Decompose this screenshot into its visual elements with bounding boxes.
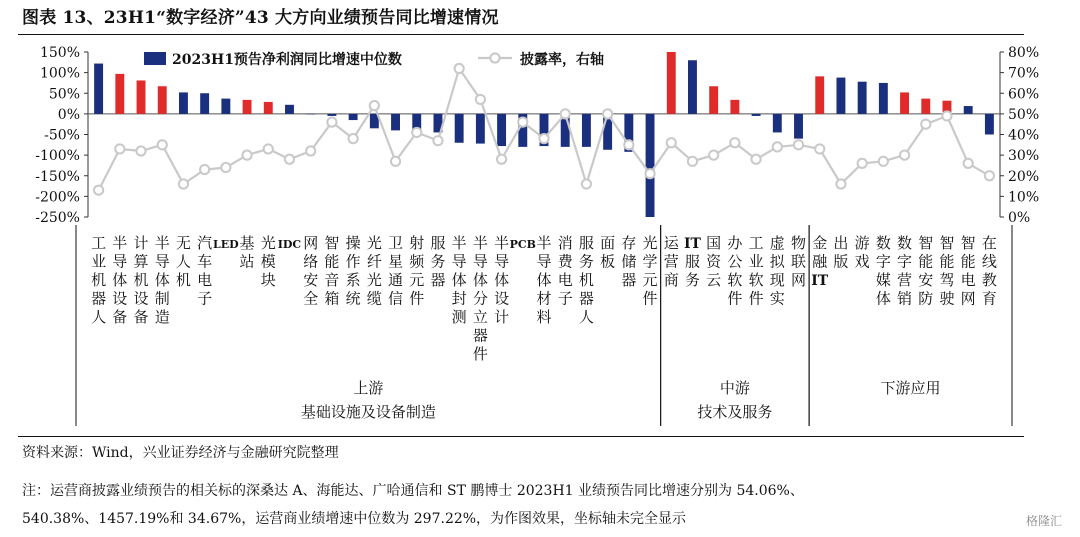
figure-title: 图表 13、23H1“数字经济”43 大方向业绩预告同比增速情况: [22, 8, 499, 28]
left-axis-tick-label: 100%: [39, 65, 80, 82]
category-label-游戏: 游戏: [854, 234, 870, 271]
rate-point-IT服务: [688, 157, 697, 166]
category-label-半导体设备: 半导体设备: [112, 234, 128, 326]
category-label-网络安全: 网络安全: [303, 234, 319, 308]
bar-半导体设备: [115, 74, 124, 114]
rate-point-工业机器人: [94, 186, 103, 195]
bar-操作系统: [349, 114, 358, 120]
group-title: 上游: [353, 379, 384, 397]
rate-point-出版: [836, 179, 845, 188]
category-label-消费电子: 消费电子: [557, 234, 573, 308]
category-label-光学元件: 光学元件: [642, 234, 658, 308]
rate-point-光纤光缆: [370, 101, 379, 110]
bar-智能音箱: [327, 114, 336, 116]
left-axis-tick-label: 150%: [39, 45, 80, 61]
category-label-无人机: 无人机: [175, 234, 191, 289]
rate-point-光模块: [264, 144, 273, 153]
category-label-工业机器人: 工业机器人: [91, 234, 107, 326]
category-label-金融IT: 金融 IT: [811, 234, 829, 289]
bar-基站: [243, 100, 252, 114]
rate-point-物联网: [794, 140, 803, 149]
category-label-国资云: 国资云: [706, 234, 722, 289]
rate-point-光学元件: [645, 169, 654, 178]
group-subtitle: 基础设施及设备制造: [300, 403, 436, 421]
rate-point-半导体材料: [539, 134, 548, 143]
category-labels: [91, 234, 997, 363]
right-axis-tick-label: 70%: [1008, 65, 1040, 82]
category-label-办公软件: 办公软件: [727, 234, 743, 308]
category-label-半导体分立器件: 半导体分立器件: [472, 234, 488, 363]
rate-point-卫星通信: [391, 157, 400, 166]
rate-point-数字营销: [900, 151, 909, 160]
rate-point-服务器: [433, 136, 442, 145]
right-axis-tick-label: 40%: [1008, 127, 1040, 144]
category-label-半导体封测: 半导体封测: [451, 234, 467, 326]
category-label-智能电网: 智能电网: [960, 234, 976, 308]
rate-point-面板: [603, 109, 612, 118]
category-label-PCB: PCB: [509, 238, 536, 251]
category-label-数字媒体: 数字媒体: [875, 234, 891, 308]
category-label-服务机器人: 服务机器人: [578, 234, 594, 326]
bar-工业软件: [752, 114, 761, 116]
legend-label-line: 披露率，右轴: [520, 52, 604, 68]
left-axis-tick-label: 0%: [57, 106, 80, 123]
category-label-光纤光缆: 光纤光缆: [366, 234, 382, 308]
bar-服务机器人: [582, 114, 591, 147]
rate-point-网络安全: [306, 146, 315, 155]
rate-point-运营商: [667, 138, 676, 147]
category-label-基站: 基站: [239, 234, 255, 271]
bar-数字媒体: [879, 83, 888, 114]
bar-智能安防: [921, 99, 930, 114]
bar-半导体封测: [455, 114, 464, 143]
rate-point-消费电子: [561, 109, 570, 118]
right-axis-tick-label: 80%: [1008, 45, 1040, 61]
legend: [144, 51, 604, 68]
rate-point-汽车电子: [200, 165, 209, 174]
rate-point-IDC: [285, 155, 294, 164]
category-label-操作系统: 操作系统: [345, 234, 361, 308]
right-axis-tick-label: 60%: [1008, 86, 1040, 103]
rate-point-PCB: [518, 118, 527, 127]
rate-point-数字媒体: [879, 157, 888, 166]
category-label-IT服务: IT 服务: [683, 236, 701, 289]
bar-智能电网: [964, 106, 973, 114]
bar-LED: [221, 99, 230, 114]
group-subtitle: 技术及服务: [697, 403, 773, 421]
category-label-智能驾驶: 智能驾驶: [939, 234, 955, 308]
rate-point-半导体设备: [115, 144, 124, 153]
category-label-半导体材料: 半导体材料: [536, 234, 552, 326]
rate-point-服务机器人: [582, 179, 591, 188]
category-label-半导体设计: 半导体设计: [494, 234, 510, 326]
category-label-汽车电子: 汽车电子: [197, 234, 213, 308]
left-axis-tick-label: -200%: [35, 189, 80, 206]
rate-point-基站: [242, 151, 251, 160]
bar-国资云: [709, 86, 718, 114]
rate-point-虚拟现实: [773, 142, 782, 151]
category-label-服务器: 服务器: [430, 234, 446, 289]
right-axis-tick-label: 20%: [1008, 168, 1040, 185]
note-line-2: 540.38%、1457.19%和 34.67%，运营商业绩增速中位数为 297.22%，为作图效果，坐标轴未完全显示: [22, 511, 687, 527]
bar-半导体设计: [497, 114, 506, 146]
bar-网络安全: [306, 114, 315, 115]
category-label-在线教育: 在线教育: [981, 234, 997, 308]
rate-point-半导体封测: [455, 64, 464, 73]
rate-point-射频元件: [412, 128, 421, 137]
rate-point-存储器: [624, 140, 633, 149]
bar-半导体分立器件: [476, 114, 485, 144]
category-label-出版: 出版: [833, 234, 849, 271]
right-axis-tick-label: 50%: [1008, 106, 1040, 123]
bar-虚拟现实: [773, 114, 782, 133]
bar-半导体制造: [158, 86, 167, 114]
axes: [35, 45, 1039, 226]
rate-point-计算机设备: [136, 146, 145, 155]
note-line-1: 注：运营商披露业绩预告的相关标的深桑达 A、海能达、广哈通信和 ST 鹏博士 2023H1 业绩预告同比增速分别为 54.06%、: [22, 483, 804, 499]
bar-无人机: [179, 92, 188, 113]
left-axis-tick-label: -100%: [35, 148, 80, 165]
rate-point-操作系统: [349, 134, 358, 143]
category-label-存储器: 存储器: [621, 234, 637, 289]
bar-汽车电子: [200, 93, 209, 114]
rate-point-国资云: [709, 151, 718, 160]
category-label-工业软件: 工业软件: [748, 234, 764, 308]
category-label-数字营销: 数字营销: [897, 234, 913, 308]
left-axis-tick-label: -250%: [35, 210, 80, 226]
bar-物联网: [794, 114, 803, 139]
category-label-智能安防: 智能安防: [918, 234, 934, 308]
legend-swatch-bar: [144, 52, 166, 65]
bar-办公软件: [730, 100, 739, 114]
rate-point-半导体制造: [158, 140, 167, 149]
bar-工业机器人: [94, 64, 103, 114]
rate-point-游戏: [858, 159, 867, 168]
category-label-IDC: IDC: [277, 238, 302, 251]
rate-point-半导体分立器件: [476, 95, 485, 104]
rate-point-金融IT: [815, 144, 824, 153]
group-title: 中游: [719, 379, 750, 397]
category-label-射频元件: 射频元件: [409, 234, 425, 308]
bar-IT服务: [688, 60, 697, 114]
bottom-rule: [18, 436, 1024, 437]
rate-point-工业软件: [751, 155, 760, 164]
category-label-半导体制造: 半导体制造: [154, 234, 170, 326]
bar-卫星通信: [391, 114, 400, 131]
legend-label-bar: 2023H1预告净利润同比增速中位数: [172, 52, 402, 68]
left-axis-tick-label: -50%: [44, 127, 80, 144]
rate-point-LED: [221, 163, 230, 172]
category-label-光模块: 光模块: [260, 234, 276, 289]
right-axis-tick-label: 30%: [1008, 148, 1040, 165]
rate-point-半导体设计: [497, 155, 506, 164]
rate-point-智能安防: [921, 120, 930, 129]
bar-计算机设备: [137, 80, 146, 113]
category-label-虚拟现实: 虚拟现实: [769, 234, 785, 308]
category-label-智能音箱: 智能音箱: [324, 234, 340, 308]
source-text: 资料来源：Wind，兴业证券经济与金融研究院整理: [22, 445, 339, 461]
category-label-面板: 面板: [600, 234, 616, 271]
bar-数字营销: [900, 92, 909, 113]
bar-光学元件: [646, 114, 655, 217]
bar-IDC: [285, 105, 294, 114]
bar-金融IT: [815, 76, 824, 114]
watermark: 格隆汇: [1025, 514, 1062, 528]
category-label-运营商: 运营商: [663, 234, 679, 289]
rate-point-办公软件: [730, 138, 739, 147]
group-title: 下游应用: [880, 379, 941, 397]
bar-运营商: [667, 52, 676, 114]
rate-point-智能音箱: [327, 118, 336, 127]
category-label-计算机设备: 计算机设备: [133, 234, 149, 326]
bar-在线教育: [985, 114, 994, 135]
left-axis-tick-label: -150%: [35, 168, 80, 185]
left-axis-tick-label: 50%: [48, 86, 80, 103]
right-axis-tick-label: 10%: [1008, 189, 1040, 206]
bar-出版: [836, 78, 845, 114]
category-label-卫星通信: 卫星通信: [388, 234, 404, 308]
rate-point-智能驾驶: [942, 111, 951, 120]
bar-光模块: [264, 102, 273, 114]
right-axis-tick-label: 0%: [1008, 210, 1031, 226]
category-label-物联网: 物联网: [791, 234, 807, 289]
rate-point-在线教育: [985, 171, 994, 180]
rate-point-无人机: [179, 179, 188, 188]
category-label-LED: LED: [213, 238, 239, 251]
rate-point-智能电网: [964, 159, 973, 168]
bar-游戏: [858, 82, 867, 114]
legend-swatch-marker: [490, 53, 499, 62]
